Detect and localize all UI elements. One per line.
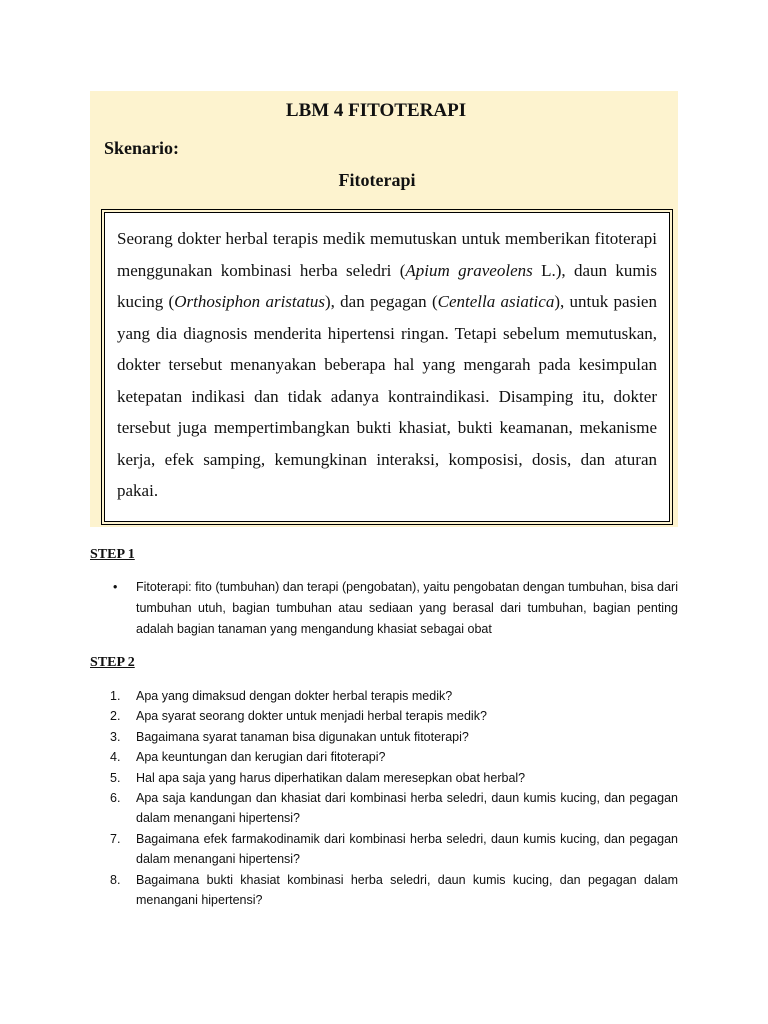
scenario-box bbox=[104, 212, 670, 522]
bullet-icon: • bbox=[113, 580, 118, 594]
step1-heading: STEP 1 bbox=[90, 547, 135, 562]
scenario-text-segment: L.), daun kumis kucing ( bbox=[117, 260, 657, 311]
question-item bbox=[90, 747, 678, 767]
scientific-name: Orthosiphon aristatus bbox=[174, 292, 325, 311]
question-number: 4. bbox=[110, 750, 121, 765]
question-number: 7. bbox=[110, 831, 121, 846]
question-text: Bagaimana bukti khasiat kombinasi herba seledri, daun kumis kucing, dan pegagan dalam menangani hipertensi? bbox=[136, 872, 678, 908]
question-item bbox=[90, 727, 678, 747]
question-text: Apa keuntungan dan kerugian dari fitoterapi? bbox=[136, 750, 386, 765]
question-text: Apa syarat seorang dokter untuk menjadi herbal terapis medik? bbox=[136, 709, 487, 724]
question-item bbox=[90, 686, 678, 706]
step2-list bbox=[90, 686, 678, 910]
scenario-text-segment: ), untuk pasien yang dia diagnosis menderita hipertensi ringan. Tetapi sebelum memutuskan, dokter tersebut menanyakan beberapa hal yang mengarah pada kesimpulan ketepatan indikasi dan tidak adanya kontraindikasi. Disamping itu, dokter tersebut juga mempertimbangkan bukti khasiat, bukti keamanan, mekanisme kerja, efek samping, kemungkinan interaksi, komposisi, dosis, dan aturan pakai. bbox=[117, 292, 657, 500]
step1-list bbox=[90, 577, 678, 640]
scenario-text-segment: ), dan pegagan ( bbox=[324, 292, 438, 311]
scenario-text bbox=[117, 223, 657, 507]
question-text: Bagaimana syarat tanaman bisa digunakan untuk fitoterapi? bbox=[136, 729, 469, 744]
list-item-text: Fitoterapi: fito (tumbuhan) dan terapi (pengobatan), yaitu pengobatan dengan tumbuhan, bisa dari tumbuhan utuh, bagian tumbuhan atau sediaan yang berasal dari tumbuhan, bagian penting adalah bagian tanaman yang mengandung khasiat sebagai obat bbox=[136, 580, 678, 636]
step2-heading: STEP 2 bbox=[90, 655, 135, 670]
scenario-text-segment: Seorang dokter herbal terapis medik memutuskan untuk memberikan fitoterapi menggunakan kombinasi herba seledri ( bbox=[117, 229, 657, 280]
question-number: 3. bbox=[110, 729, 121, 744]
question-text: Apa saja kandungan dan khasiat dari kombinasi herba seledri, daun kumis kucing, dan pegagan dalam menangani hipertensi? bbox=[136, 791, 678, 826]
scientific-name: Apium graveolens bbox=[405, 260, 533, 280]
question-number: 6. bbox=[110, 791, 121, 806]
question-text: Bagaimana efek farmakodinamik dari kombinasi herba seledri, daun kumis kucing, dan pegagan dalam menangani hipertensi? bbox=[136, 831, 678, 867]
question-item bbox=[90, 870, 678, 911]
document-title: LBM 4 FITOTERAPI bbox=[285, 100, 467, 121]
question-text: Hal apa saja yang harus diperhatikan dalam meresepkan obat herbal? bbox=[136, 770, 526, 785]
question-number: 5. bbox=[110, 770, 121, 785]
scientific-name: Centella asiatica bbox=[437, 292, 555, 311]
question-item bbox=[90, 829, 678, 870]
skenario-label: Skenario: bbox=[104, 138, 180, 158]
question-number: 1. bbox=[110, 689, 121, 703]
question-item bbox=[90, 788, 678, 829]
question-text: Apa yang dimaksud dengan dokter herbal terapis medik? bbox=[136, 689, 453, 703]
list-item bbox=[90, 577, 678, 640]
question-item bbox=[90, 768, 678, 788]
scenario-heading: Fitoterapi bbox=[338, 170, 416, 190]
question-item bbox=[90, 706, 678, 726]
question-number: 2. bbox=[110, 709, 121, 724]
question-number: 8. bbox=[110, 872, 121, 887]
